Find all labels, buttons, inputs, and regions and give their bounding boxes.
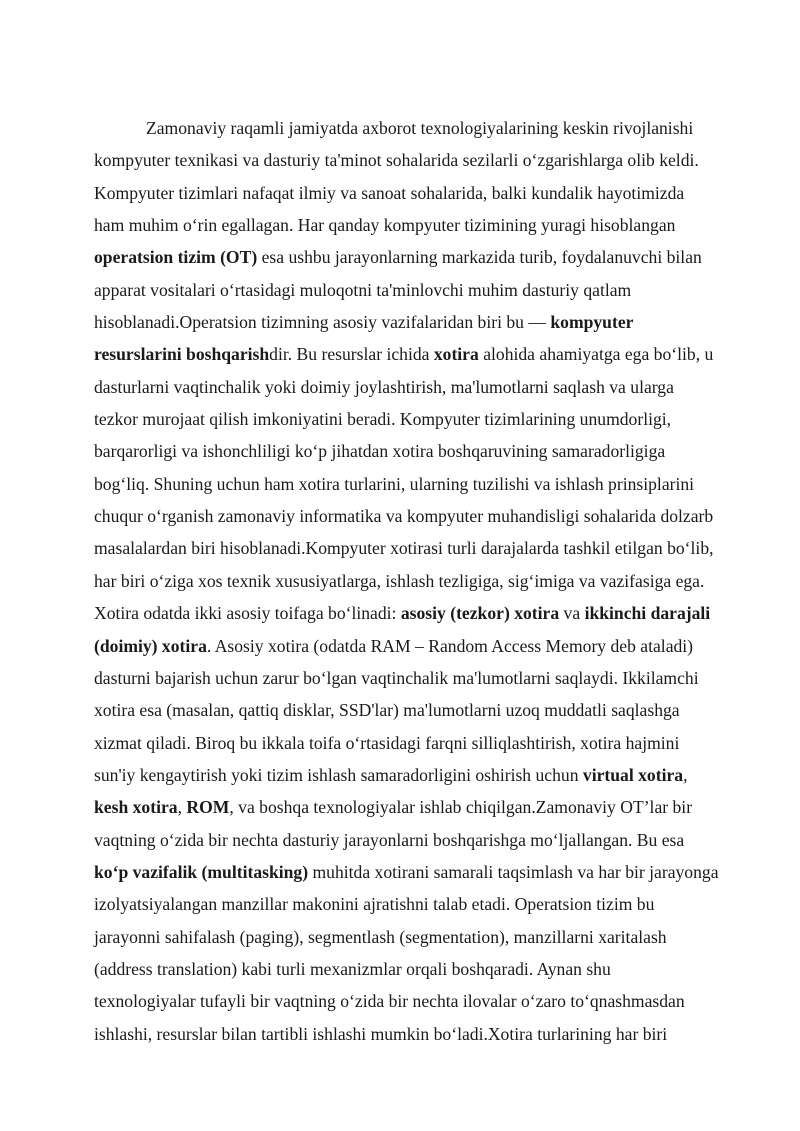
bold-text: ko‘p vazifalik (multitasking) [94, 861, 309, 882]
text-line [94, 144, 754, 176]
text-line [94, 888, 754, 920]
text-run: tezkor murojaat qilish imkoniyatini beradi. Kompyuter tizimlarining unumdorligi, [94, 409, 672, 430]
text-run: barqarorligi va ishonchliligi ko‘p jihatdan xotira boshqaruvining samaradorligiga [94, 441, 666, 462]
bold-text: xotira [433, 344, 479, 365]
bold-text: resurslarini boshqarish [94, 344, 270, 365]
text-line [94, 985, 754, 1017]
text-line [94, 112, 754, 144]
text-line [94, 532, 754, 564]
text-line [94, 921, 754, 953]
text-run: dasturlarni vaqtinchalik yoki doimiy joylashtirish, ma'lumotlarni saqlash va ularga [94, 376, 674, 397]
text-run: har biri o‘ziga xos texnik xususiyatlarga, ishlash tezligiga, sig‘imiga va vazifasiga ega. [94, 570, 705, 591]
text-run: dasturni bajarish uchun zarur bo‘lgan vaqtinchalik ma'lumotlarni saqlaydi. Ikkilamchi [94, 667, 699, 688]
text-line [94, 241, 754, 273]
text-line [94, 338, 754, 370]
text-run: va [559, 603, 585, 624]
text-run: xotira esa (masalan, qattiq disklar, SSD'lar) ma'lumotlarni uzoq muddatli saqlashga [94, 700, 680, 721]
text-line [94, 435, 754, 467]
text-line [94, 371, 754, 403]
bold-text: ikkinchi darajali [584, 603, 711, 624]
text-run: (address translation) kabi turli mexanizmlar orqali boshqaradi. Aynan shu [94, 958, 611, 979]
text-line [94, 597, 754, 629]
text-line [94, 662, 754, 694]
text-line [94, 759, 754, 791]
text-line [94, 694, 754, 726]
text-run: kompyuter texnikasi va dasturiy ta'minot sohalarida sezilarli o‘zgarishlarga olib keldi. [94, 150, 699, 171]
text-run: , [177, 797, 187, 818]
text-run: xizmat qiladi. Biroq bu ikkala toifa o‘rtasidagi farqni silliqlashtirish, xotira hajmini [94, 732, 680, 753]
text-line [94, 824, 754, 856]
text-run: apparat vositalari o‘rtasidagi muloqotni ta'minlovchi muhim dasturiy qatlam [94, 279, 632, 300]
text-run: izolyatsiyalangan manzillar makonini ajratishni talab etadi. Operatsion tizim bu [94, 894, 655, 915]
text-run: Xotira odatda ikki asosiy toifaga bo‘linadi: [94, 603, 401, 624]
text-run: vaqtning o‘zida bir nechta dasturiy jarayonlarni boshqarishga mo‘ljallangan. Bu esa [94, 829, 685, 850]
text-run: texnologiyalar tufayli bir vaqtning o‘zida bir nechta ilovalar o‘zaro to‘qnashmasdan [94, 991, 685, 1012]
text-run: masalalardan biri hisoblanadi.Kompyuter xotirasi turli darajalarda tashkil etilgan bo‘lib, [94, 538, 714, 559]
text-run: ham muhim o‘rin egallagan. Har qanday kompyuter tizimining yuragi hisoblangan [94, 215, 676, 236]
text-line [94, 209, 754, 241]
bold-text: asosiy (tezkor) xotira [400, 603, 560, 624]
text-run: Kompyuter tizimlari nafaqat ilmiy va sanoat sohalarida, balki kundalik hayotimizda [94, 182, 685, 203]
text-line [94, 565, 754, 597]
text-run: alohida ahamiyatga ega bo‘lib, u [478, 344, 714, 365]
text-run: sun'iy kengaytirish yoki tizim ishlash samaradorligini oshirish uchun [94, 764, 583, 785]
text-run: chuqur o‘rganish zamonaviy informatika va kompyuter muhandisligi sohalarida dolzarb [94, 506, 714, 527]
text-line [94, 306, 754, 338]
bold-text: virtual xotira [582, 764, 684, 785]
bold-text: kesh xotira [94, 797, 178, 818]
text-run: , [683, 764, 688, 785]
text-run: esa ushbu jarayonlarning markazida turib, foydalanuvchi bilan [257, 247, 702, 268]
text-line [94, 630, 754, 662]
text-run: dir. Bu resurslar ichida [269, 344, 434, 365]
text-line [94, 791, 754, 823]
text-line [94, 177, 754, 209]
text-line [94, 274, 754, 306]
text-run: , va boshqa texnologiyalar ishlab chiqilgan.Zamonaviy OT’lar bir [229, 797, 693, 818]
text-run: ishlashi, resurslar bilan tartibli ishlashi mumkin bo‘ladi.Xotira turlarining har biri [94, 1023, 668, 1044]
text-run: hisoblanadi.Operatsion tizimning asosiy vazifalaridan biri bu — [94, 312, 551, 333]
text-line [94, 953, 754, 985]
bold-text: ROM [186, 797, 230, 818]
text-line [94, 468, 754, 500]
text-run: bog‘liq. Shuning uchun ham xotira turlarini, ularning tuzilishi va ishlash prinsiplarini [94, 473, 695, 494]
bold-text: operatsion tizim (OT) [94, 247, 258, 268]
body-paragraph [94, 112, 754, 1050]
text-line [94, 856, 754, 888]
text-run: muhitda xotirani samarali taqsimlash va har bir jarayonga [308, 861, 719, 882]
text-line [94, 500, 754, 532]
text-run: jarayonni sahifalash (paging), segmentlash (segmentation), manzillarni xaritalash [94, 926, 667, 947]
bold-text: kompyuter [550, 312, 634, 333]
text-run: Zamonaviy raqamli jamiyatda axborot texnologiyalarining keskin rivojlanishi [146, 118, 694, 138]
text-line [94, 727, 754, 759]
text-run: . Asosiy xotira (odatda RAM – Random Access Memory deb ataladi) [206, 635, 694, 656]
bold-text: (doimiy) xotira [94, 635, 207, 656]
text-line [94, 1018, 754, 1050]
text-line [94, 403, 754, 435]
